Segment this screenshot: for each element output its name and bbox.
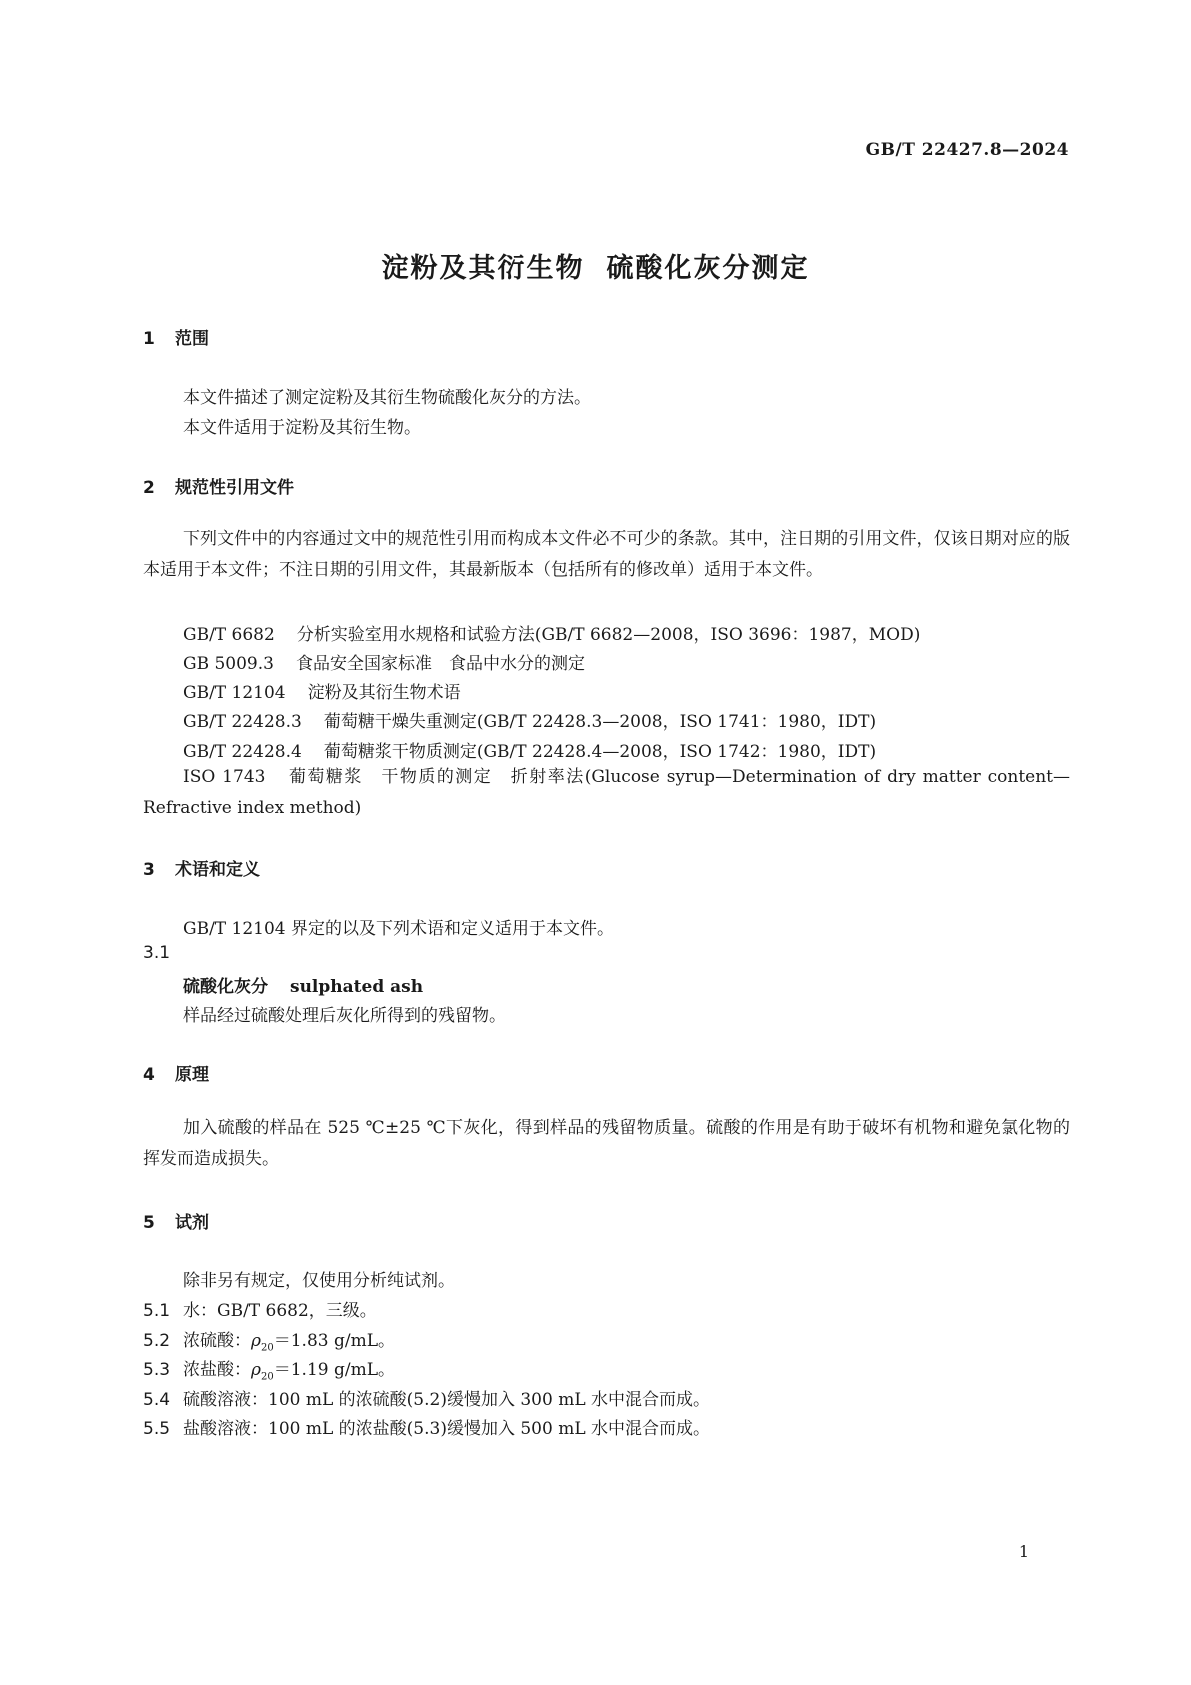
section-title: 试剂: [175, 1213, 209, 1233]
clause-item: [143, 1385, 710, 1410]
section-heading-4: [143, 1060, 209, 1085]
term-chinese: 硫酸化灰分: [183, 977, 268, 997]
section-heading-3: [143, 855, 260, 880]
clause-item: [143, 1414, 710, 1439]
section-number: 3: [143, 860, 155, 880]
page-number: 1: [1018, 1542, 1029, 1561]
section-title: 范围: [175, 329, 209, 349]
paragraph: 除非另有规定，仅使用分析纯试剂。: [183, 1271, 455, 1291]
paragraph: GB/T 12104 界定的以及下列术语和定义适用于本文件。: [183, 919, 615, 939]
paragraph: 本文件描述了测定淀粉及其衍生物硫酸化灰分的方法。: [183, 388, 591, 408]
reference-code: GB/T 22428.3: [183, 712, 302, 732]
reference-item: [183, 620, 920, 645]
reference-code: GB/T 22428.4: [183, 742, 302, 762]
paragraph: 加入硫酸的样品在 525 ℃±25 ℃下灰化，得到样品的残留物质量。硫酸的作用是有助于破坏有机物和避免氯化物的挥发而造成损失。: [143, 1118, 1070, 1169]
section-number: 1: [143, 329, 155, 349]
reference-title: 分析实验室用水规格和试验方法(GB/T 6682—2008，ISO 3696：1987，MOD): [296, 625, 921, 645]
rho-symbol: ρ: [251, 1360, 261, 1380]
clause-text: 水：GB/T 6682，三级。: [183, 1301, 377, 1321]
clause-item: [143, 1355, 395, 1382]
title-part-2: 硫酸化灰分测定: [606, 253, 810, 284]
rho-subscript: 20: [261, 1371, 274, 1383]
reference-code: ISO 1743: [183, 767, 266, 787]
reference-item: [183, 737, 876, 762]
term-entry: [183, 972, 423, 997]
reference-title: 淀粉及其衍生物术语: [307, 683, 461, 703]
reference-code: GB/T 12104: [183, 683, 286, 703]
clause-text: [183, 1331, 396, 1354]
reference-item: [183, 707, 876, 732]
section-title: 术语和定义: [175, 860, 260, 880]
clause-number: 5.5: [143, 1419, 171, 1439]
rho-subscript: 20: [261, 1342, 274, 1354]
reference-item: [143, 762, 1070, 824]
paragraph: 本文件适用于淀粉及其衍生物。: [183, 418, 421, 438]
rho-symbol: ρ: [251, 1331, 261, 1351]
section-number: 4: [143, 1065, 155, 1085]
reference-code: GB 5009.3: [183, 654, 274, 674]
standard-number: GB/T 22427.8—2024: [865, 140, 1069, 160]
section-title: 原理: [175, 1065, 209, 1085]
term-definition: 样品经过硫酸处理后灰化所得到的残留物。: [183, 1006, 506, 1026]
section-title: 规范性引用文件: [175, 478, 294, 498]
section-number: 5: [143, 1213, 155, 1233]
clause-number: 5.2: [143, 1331, 171, 1351]
section-heading-1: [143, 324, 209, 349]
title-part-1: 淀粉及其衍生物: [381, 253, 585, 284]
term-english: sulphated ash: [290, 977, 424, 997]
clause-text-post: ＝1.83 g/mL。: [273, 1331, 396, 1351]
clause-text: 硫酸溶液：100 mL 的浓硫酸(5.2)缓慢加入 300 mL 水中混合而成。: [183, 1390, 711, 1410]
clause-item: [143, 1326, 395, 1353]
reference-title: 葡萄糖浆 干物质的测定 折射率法(Glucose syrup—Determination of dry matter content—Refractive index method): [143, 767, 1070, 818]
clause-text: 盐酸溶液：100 mL 的浓盐酸(5.3)缓慢加入 500 mL 水中混合而成。: [183, 1419, 711, 1439]
clause-text-pre: 浓硫酸：: [183, 1331, 251, 1351]
reference-title: 葡萄糖干燥失重测定(GB/T 22428.3—2008，ISO 1741：1980，IDT): [323, 712, 877, 732]
section-heading-2: [143, 473, 294, 498]
clause-text-post: ＝1.19 g/mL。: [273, 1360, 396, 1380]
clause-number: 5.3: [143, 1360, 171, 1380]
clause-item: [143, 1296, 377, 1321]
paragraph: 下列文件中的内容通过文中的规范性引用而构成本文件必不可少的条款。其中，注日期的引用文件，仅该日期对应的版本适用于本文件；不注日期的引用文件，其最新版本（包括所有的修改单）适用于本文件。: [143, 529, 1070, 580]
document-title: [0, 246, 1191, 285]
reference-title: 葡萄糖浆干物质测定(GB/T 22428.4—2008，ISO 1742：1980，IDT): [323, 742, 877, 762]
section-heading-5: [143, 1208, 209, 1233]
clause-text: [183, 1360, 396, 1383]
term-number: 3.1: [143, 943, 171, 963]
reference-title: 食品安全国家标准 食品中水分的测定: [295, 654, 585, 674]
reference-code: GB/T 6682: [183, 625, 275, 645]
section-number: 2: [143, 478, 155, 498]
reference-item: [183, 649, 585, 674]
reference-item: [183, 678, 461, 703]
clause-number: 5.4: [143, 1390, 171, 1410]
clause-text-pre: 浓盐酸：: [183, 1360, 251, 1380]
clause-number: 5.1: [143, 1301, 171, 1321]
